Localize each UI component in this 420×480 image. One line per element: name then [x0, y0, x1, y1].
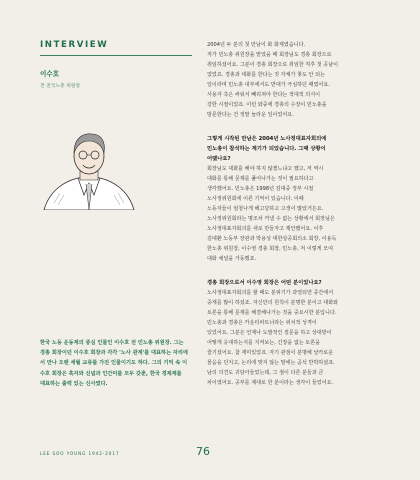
section-title: INTERVIEW: [40, 40, 192, 56]
answer-paragraph-3: 노사정대표자회의를 할 때도 분위기가 과열되면 중간에서 중재를 많이 하셨죠. 자신만의 원칙이 분명한 분이고 대화와 토론을 통해 문제를 해결해나가는 것을 중요시한 분입니다. 민노총과 경총은 카운터파트너라는 위치적 성격이 있었어요. 그분은 언제나 도발적인 질문을 하고 상대방이 어떻게 응대하는지를 지켜보는, 긴장을 없는 토론을 즐기셨어요. 참 재미있었죠. 자기 관점이 분명해 날카로운 물음을 던지고, 논리에 맞지 않는 말에는 곧석 반박하셨죠. 남의 의견도 귀담아들었는데, 그 점이 다른 분들과 큰 차이였어요. 공부를 제대로 한 분이라는 생각이 들었어요.: [207, 290, 339, 386]
question-2: 그렇게 시작된 만남은 2004년 노사정대표자회의에 민노총이 참석하는 계기가 되었습니다. 그때 상황이 어땠나요?: [207, 136, 327, 162]
question-3: 경총 회장으로서 이수영 회장은 어떤 분이었나요?: [207, 280, 322, 286]
answer-paragraph-2: 회장님도 대화를 해야 하지 않겠느냐고 했고, 저 역시 대화를 통해 문제를 풀어나가는 것이 필요하다고 생각했어요. 민노총은 1998년 김대중 정부 시절 노사정위원회에 이른 기억이 있습니다. 이때 노동자들이 엄청나게 해고당하고 고생이 많았거든요. 노사정위원회라는 명조차 꺼낼 수 없는 상황에서 회장님은 노사정대표자회의를 새로 만들자고 제안했어요. 이후 김대환 노동부 장관과 박용성 대한상공회의소 회장, 이용득 한노총 위원장, 이수영 경총 회장, 민노총, 저 이렇게 모여 대화 채널을 가동했죠.: [207, 166, 337, 262]
running-title: LEE SOO YOUNG 1942-2017: [40, 451, 120, 456]
interview-summary: 한국 노동 운동계의 중심 인물인 이수호 전 민노총 위원장. 그는 경총 회장이던 이수호 회장과 각각 '노사 관계'를 대표하는 자리에서 만나 오랜 세월 교류를 가진 인물이기도 하다. 그의 기억 속 이수호 회장은 혹자와 신념과 인간미를 모두 갖춘, 한국 경제계를 대표하는 출력 있는 신사였다.: [40, 340, 188, 387]
interview-body: [207, 40, 393, 388]
left-column: [40, 40, 192, 450]
portrait-illustration: [40, 123, 138, 210]
answer-paragraph-1: 2004년 두 분의 첫 만남이 화 화제였습니다. 직가 민노총 위원장을 맡았을 때 회장님도 경총 회장으로 취임하셨어요. 그분이 경총 회장으로 취임한 직후 첫 공남이 었었죠. 경총과 대화를 한다는 것 자체가 찾도 안 되는 일이라며 민노총 내부에서도 반대가 극심하던 때였어요. 사용자 측은 싸워서 빼리쳐야 한다는 적대적 의식이 강한 시절이었죠. 이런 와중에 경총의 수장이 민노총을 방문한다는 건 정말 놀라운 일이었어요.: [207, 42, 339, 118]
page-number: 76: [196, 445, 210, 458]
interviewee-role: 전 전국노총 위원장: [40, 84, 81, 89]
interviewee-name: 이수호: [40, 70, 60, 78]
